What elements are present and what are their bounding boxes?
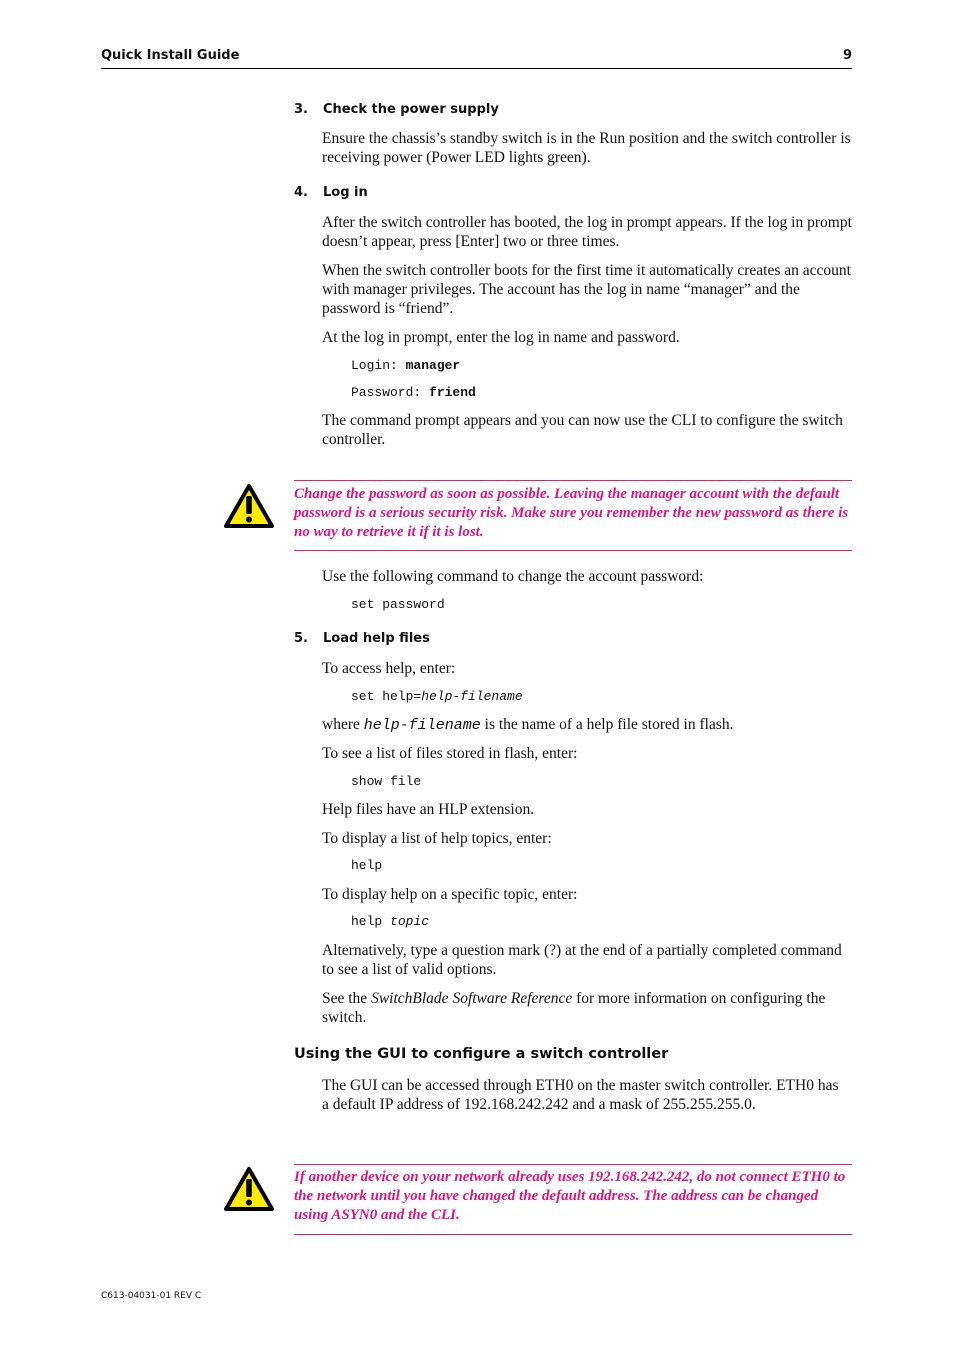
warning-1-text: Change the password as soon as possible. Leaving the manager account with the default password is a serious security risk. Make sure you remember the new password as there is no way to retrieve it if it is lost. (294, 486, 849, 540)
reference-prefix: See the (322, 990, 372, 1007)
step-5-number: 5. (294, 631, 308, 646)
header-rule (101, 68, 852, 69)
set-password-command: set password (351, 597, 445, 612)
help-command: help (351, 858, 383, 873)
where-sentence (322, 715, 857, 735)
step-4-title: Log in (323, 185, 368, 200)
step-5-paragraph-1: To access help, enter: (322, 660, 456, 677)
step-3-number: 3. (294, 102, 308, 117)
step-5-paragraph-3: Help files have an HLP extension. (322, 801, 535, 818)
where-prefix: where (322, 716, 364, 733)
password-command (351, 385, 476, 400)
step-5-paragraph-4: To display a list of help topics, enter: (322, 830, 552, 847)
step-3-title: Check the power supply (323, 102, 499, 117)
gui-section-body: The GUI can be accessed through ETH0 on the master switch controller. ETH0 has a default IP address of 192.168.242.242 and a mask of 255.255.255.0. (322, 1077, 839, 1113)
footer-doc-id: C613-04031-01 REV C (101, 1291, 202, 1301)
warning-1-bottom-rule (294, 550, 852, 551)
help-topic-command (351, 914, 429, 929)
step-5-heading (294, 631, 430, 646)
reference-title: SwitchBlade Software Reference (371, 990, 573, 1007)
show-file-command: show file (351, 774, 422, 789)
help-topic-prefix: help (351, 914, 391, 929)
step-5-paragraph-7 (322, 989, 857, 1027)
step-5-title: Load help files (323, 631, 430, 646)
warning-1-top-rule (294, 480, 852, 481)
step-3-heading (294, 102, 499, 117)
change-password-text: Use the following command to change the account password: (322, 568, 704, 585)
warning-2-bottom-rule (294, 1234, 852, 1235)
step-4-number: 4. (294, 185, 308, 200)
step-4-paragraph-3: At the log in prompt, enter the log in name and password. (322, 329, 680, 346)
header-title: Quick Install Guide (101, 48, 240, 63)
help-topic-arg: topic (390, 914, 430, 929)
warning-2-text: If another device on your network already uses 192.168.242.242, do not connect ETH0 to the network until you have changed the default address. The address can be changed using ASYN0 and the CLI. (294, 1169, 846, 1223)
gui-section-title: Using the GUI to configure a switch controller (294, 1046, 669, 1062)
warning-2-icon (223, 1166, 275, 1212)
set-help-prefix: set help= (351, 689, 422, 704)
where-arg: help-filename (363, 717, 481, 734)
step-5-paragraph-2: To see a list of files stored in flash, enter: (322, 745, 578, 762)
page-number: 9 (843, 48, 853, 63)
warning-2-top-rule (294, 1164, 852, 1165)
step-5-paragraph-5: To display help on a specific topic, enter: (322, 886, 578, 903)
step-4-heading (294, 185, 368, 200)
set-help-command (351, 689, 523, 704)
step-3-body: Ensure the chassis’s standby switch is in the Run position and the switch controller is receiving power (Power LED lights green). (322, 130, 851, 166)
step-4-paragraph-1: After the switch controller has booted, the log in prompt appears. If the log in prompt doesn’t appear, press [Enter] two or three times. (322, 214, 852, 250)
password-value: friend (429, 385, 476, 400)
login-command (351, 358, 460, 373)
warning-1-icon (223, 483, 275, 529)
login-label: Login: (351, 358, 406, 373)
set-help-arg: help-filename (421, 689, 523, 704)
step-5-paragraph-6: Alternatively, type a question mark (?) at the end of a partially completed command to see a list of valid options. (322, 942, 842, 978)
password-label: Password: (351, 385, 430, 400)
step-4-paragraph-2: When the switch controller boots for the first time it automatically creates an account with manager privileges. The account has the log in name “manager” and the password is “friend”. (322, 262, 851, 317)
step-4-paragraph-4: The command prompt appears and you can now use the CLI to configure the switch controller. (322, 412, 843, 448)
login-value: manager (405, 358, 461, 373)
reference-suffix: for more information on configuring the switch. (322, 990, 826, 1026)
where-suffix: is the name of a help file stored in flash. (480, 716, 734, 733)
